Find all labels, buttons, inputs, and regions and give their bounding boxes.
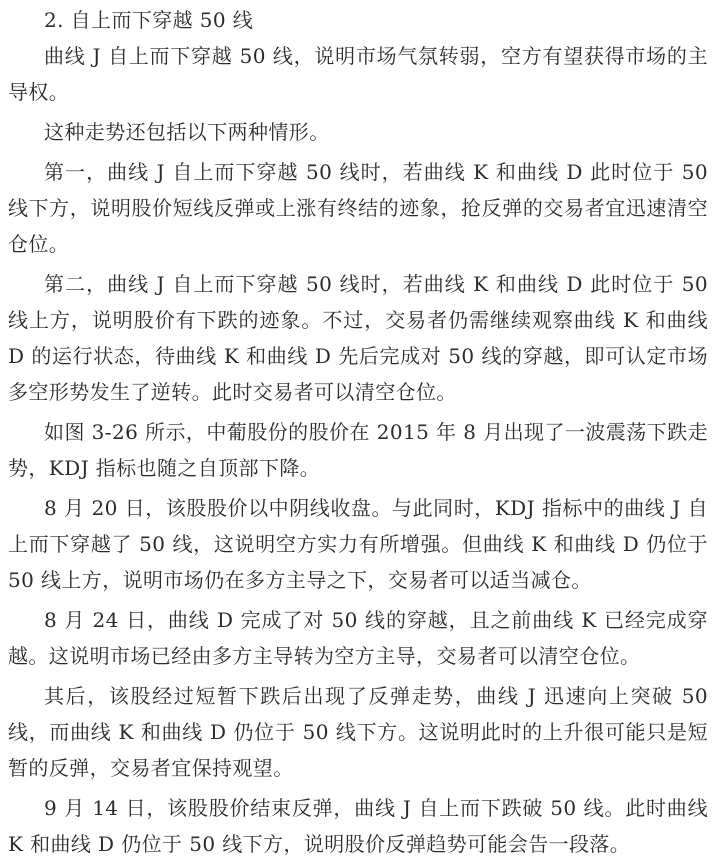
paragraph-case-one: 第一，曲线 J 自上而下穿越 50 线时，若曲线 K 和曲线 D 此时位于 50 线下方，说明股价短线反弹或上涨有终结的迹象，抢反弹的交易者宜迅速清空仓位。 [8,160,708,256]
paragraph-intro: 曲线 J 自上而下穿越 50 线，说明市场气氛转弱，空方有望获得市场的主导权。 [8,44,708,104]
document-page [8,0,708,856]
paragraph-sep-14: 9 月 14 日，该股股价结束反弹，曲线 J 自上而下跌破 50 线。此时曲线 K 和曲线 D 仍位于 50 线下方，说明股价反弹趋势可能会告一段落。 [8,796,708,856]
section-heading: 2. 自上而下穿越 50 线 [44,8,254,32]
paragraph-aug-20: 8 月 20 日，该股股价以中阴线收盘。与此同时，KDJ 指标中的曲线 J 自上而下穿越了 50 线，这说明空方实力有所增强。但曲线 K 和曲线 D 仍位于 50 线上方，说明市场仍在多方主导之下，交易者可以适当减仓。 [8,496,708,592]
paragraph-aug-24: 8 月 24 日，曲线 D 完成了对 50 线的穿越，且之前曲线 K 已经完成穿越。这说明市场已经由多方主导转为空方主导，交易者可以清空仓位。 [8,608,708,668]
paragraph-case-two: 第二，曲线 J 自上而下穿越 50 线时，若曲线 K 和曲线 D 此时位于 50 线上方，说明股价有下跌的迹象。不过，交易者仍需继续观察曲线 K 和曲线 D 的运行状态，待曲线 K 和曲线 D 先后完成对 50 线的穿越，即可认定市场多空形势发生了逆转。此时交易者可以清空仓位。 [8,272,708,404]
paragraph-figure-ref: 如图 3-26 所示，中葡股份的股价在 2015 年 8 月出现了一波震荡下跌走势，KDJ 指标也随之自顶部下降。 [8,420,708,480]
paragraph-rebound: 其后，该股经过短暂下跌后出现了反弹走势，曲线 J 迅速向上突破 50 线，而曲线 K 和曲线 D 仍位于 50 线下方。这说明此时的上升很可能只是短暂的反弹，交易者宜保持观望。 [8,684,708,780]
paragraph-cases-lead: 这种走势还包括以下两种情形。 [44,120,330,144]
